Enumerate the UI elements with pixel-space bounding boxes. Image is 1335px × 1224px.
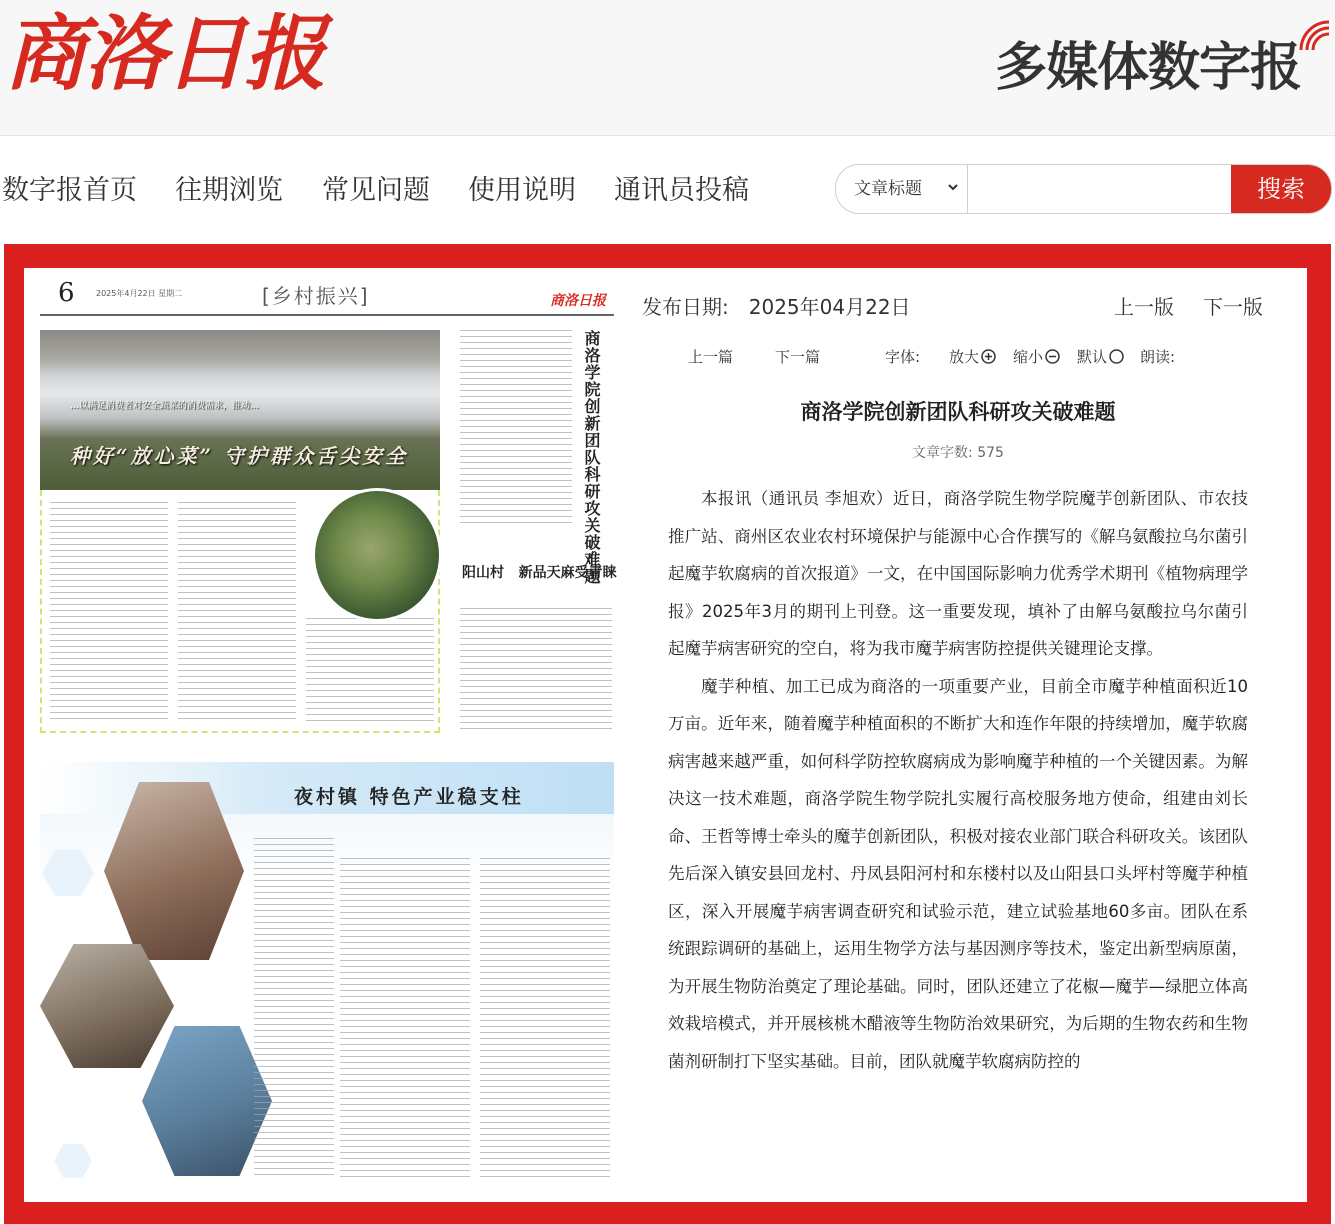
nav-item-help[interactable]: 使用说明	[468, 175, 576, 206]
photo-title: 种好“放心菜” 守护群众舌尖安全	[70, 444, 408, 468]
font-label: 字体:	[885, 348, 921, 366]
search-field-select[interactable]	[836, 165, 968, 213]
page-date: 2025年4月22日 星期二	[96, 289, 183, 298]
plus-circle-icon	[981, 349, 996, 364]
zoom-out-button[interactable]	[1013, 346, 1060, 367]
read-aloud-label[interactable]: 朗读:	[1140, 348, 1176, 366]
headline-text: 新品天麻受青睐	[518, 565, 617, 581]
farmers-photo[interactable]	[312, 488, 442, 622]
text-column	[480, 858, 610, 1178]
text-column	[460, 608, 612, 732]
publish-date	[642, 291, 911, 320]
search-field-value: 文章标题	[854, 179, 922, 199]
page-number: 6	[58, 278, 75, 308]
text-column	[178, 502, 296, 722]
text-column	[254, 838, 334, 1178]
article-wordcount	[668, 442, 1248, 462]
search-bar	[835, 164, 1332, 214]
minus-circle-icon	[1045, 349, 1060, 364]
article-body	[668, 480, 1248, 1080]
wordcount-value: 575	[977, 445, 1004, 461]
zoom-in-label: 放大	[949, 348, 980, 366]
page-logo: 商洛日报	[550, 293, 606, 309]
prev-page-link[interactable]: 上一版	[1114, 295, 1174, 319]
chevron-down-icon	[948, 182, 958, 192]
page-section: [乡村振兴]	[262, 284, 370, 308]
text-column	[50, 502, 168, 722]
feature-title[interactable]: 夜村镇 特色产业稳支柱	[294, 786, 524, 808]
photo-subtitle: …以满足消费者对安全蔬菜的消费需求，推动…	[70, 401, 260, 411]
article-paragraph: 魔芋种植、加工已成为商洛的一项重要产业，目前全市魔芋种植面积近10万亩。近年来，随着魔芋种植面积的不断扩大和连作年限的持续增加，魔芋软腐病害越来越严重，如何科学防控软腐病成为影响魔芋种植的一个关键因素。为解决这一技术难题，商洛学院生物学院扎实履行高校服务地方使命，组建由刘长命、王哲等博士牵头的魔芋创新团队，积极对接农业部门联合科研攻关。该团队先后深入镇安县回龙村、丹凤县阳河村和东楼村以及山阳县口头坪村等魔芋种植区，深入开展魔芋病害调查研究和试验示范，建立试验基地60多亩。团队在系统跟踪调研的基础上，运用生物学方法与基因测序等技术，鉴定出新型病原菌，为开展生物防治奠定了理论基础。同时，团队还建立了花椒—魔芋—绿肥立体高效栽培模式，并开展核桃木醋液等生物防治效果研究，为后期的生物农药和生物菌剂研制打下坚实基础。目前，团队就魔芋软腐病防控的	[668, 676, 1248, 1071]
article-paragraph: 本报讯（通讯员 李旭欢）近日，商洛学院生物学院魔芋创新团队、市农技推广站、商州区农业农村环境保护与能源中心合作撰写的《解乌氨酸拉乌尔菌引起魔芋软腐病的首次报道》一文，在中国国际影响力优秀学术期刊《植物病理学报》2025年3月的期刊上刊登。这一重要发现，填补了由解乌氨酸拉乌尔菌引起魔芋病害研究的空白，将为我市魔芋病害防控提供关键理论支撑。	[668, 489, 1248, 658]
default-size-label: 默认	[1077, 348, 1108, 366]
circle-icon	[1109, 349, 1124, 364]
zoom-out-label: 缩小	[1013, 348, 1044, 366]
article-title: 商洛学院创新团队科研攻关破难题	[800, 400, 1116, 424]
page-rule	[40, 314, 614, 316]
story-photo-greenhouse[interactable]	[40, 330, 440, 490]
nav-item-submit[interactable]: 通讯员投稿	[614, 175, 749, 206]
next-page-link[interactable]: 下一版	[1203, 295, 1263, 319]
site-logo[interactable]: 商洛日报	[4, 6, 324, 102]
publish-date-value: 2025年04月22日	[748, 295, 911, 319]
prev-article-link[interactable]: 上一篇	[688, 348, 734, 366]
headline-place: 阳山村	[462, 565, 504, 581]
next-article-link[interactable]: 下一篇	[775, 348, 821, 366]
text-column	[460, 330, 572, 526]
zoom-in-button[interactable]	[949, 346, 996, 367]
search-button[interactable]: 搜索	[1231, 165, 1331, 213]
signal-icon	[1297, 18, 1333, 54]
text-column	[306, 618, 434, 722]
search-input[interactable]	[969, 165, 1231, 213]
default-size-button[interactable]	[1077, 346, 1124, 367]
nav-item-home[interactable]: 数字报首页	[2, 175, 137, 206]
story-headline[interactable]	[462, 562, 617, 582]
text-column	[340, 858, 470, 1178]
wordcount-label: 文章字数:	[912, 445, 973, 461]
site-header	[0, 0, 1335, 136]
brand-title: 多媒体数字报	[994, 38, 1301, 98]
vertical-headline[interactable]: 商洛学院创新团队科研攻关破难题	[582, 330, 601, 585]
nav-item-archive[interactable]: 往期浏览	[175, 175, 283, 206]
publish-date-label: 发布日期:	[642, 295, 729, 319]
newspaper-page[interactable]	[40, 278, 617, 1184]
nav-item-faq[interactable]: 常见问题	[322, 175, 430, 206]
